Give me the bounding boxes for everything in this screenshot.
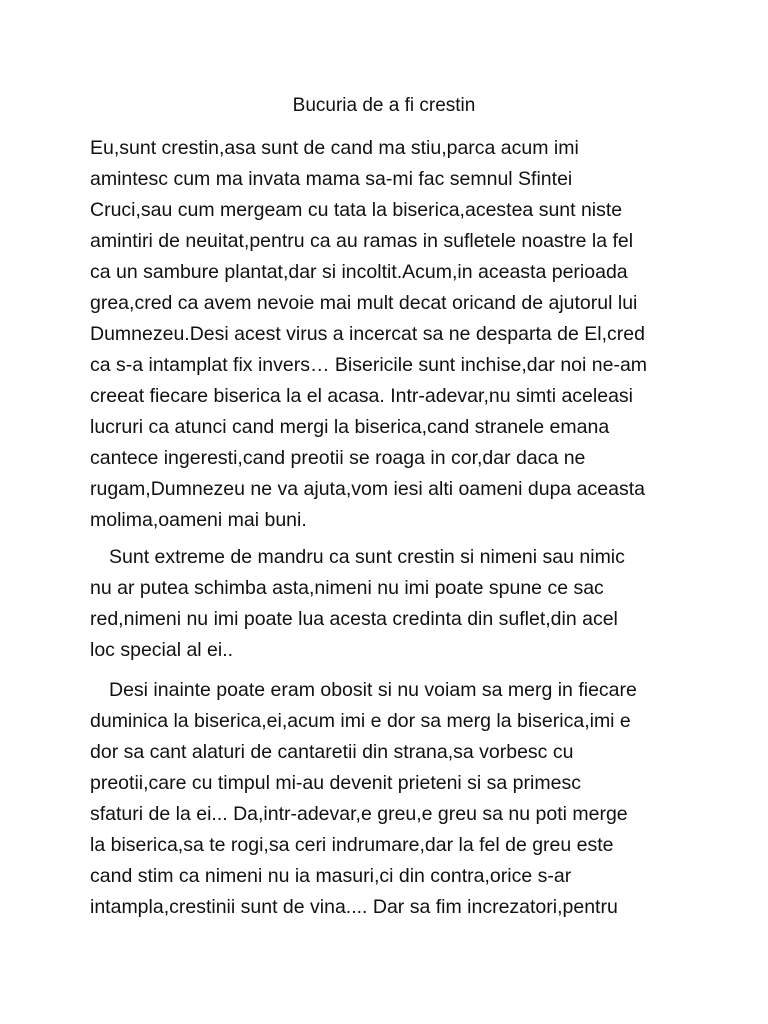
paragraph-2-line: Sunt extreme de mandru ca sunt crestin si nimeni sau nimic — [109, 546, 625, 568]
paragraph-3-line: preotii,care cu timpul mi-au devenit prieteni si sa primesc — [90, 772, 581, 794]
paragraph-1-line: amintiri de neuitat,pentru ca au ramas in sufletele noastre la fel — [90, 230, 634, 252]
paragraph-1-line: grea,cred ca avem nevoie mai mult decat oricand de ajutorul lui — [90, 292, 638, 314]
paragraph-1-line: Cruci,sau cum mergeam cu tata la biserica,acestea sunt niste — [90, 199, 623, 221]
paragraph-2-line: loc special al ei.. — [90, 639, 234, 661]
paragraph-3-line: dor sa cant alaturi de cantaretii din strana,sa vorbesc cu — [90, 741, 574, 763]
paragraph-1-line: molima,oameni mai buni. — [90, 509, 307, 531]
paragraph-3-line: duminica la biserica,ei,acum imi e dor sa merg la biserica,imi e — [90, 710, 631, 732]
paragraph-1-line: lucruri ca atunci cand mergi la biserica,cand stranele emana — [90, 416, 610, 438]
paragraph-3-line: cand stim ca nimeni nu ia masuri,ci din contra,orice s-ar — [90, 865, 572, 887]
paragraph-1-line: ca s-a intamplat fix invers… Bisericile sunt inchise,dar noi ne-am — [90, 354, 648, 376]
paragraph-3-line: la biserica,sa te rogi,sa ceri indrumare,dar la fel de greu este — [90, 834, 614, 856]
paragraph-2-line: red,nimeni nu imi poate lua acesta credinta din suflet,din acel — [90, 608, 618, 630]
paragraph-1-line: cantece ingeresti,cand preotii se roaga in cor,dar daca ne — [90, 447, 586, 469]
paragraph-1-line: rugam,Dumnezeu ne va ajuta,vom iesi alti oameni dupa aceasta — [90, 478, 645, 500]
document-title: Bucuria de a fi crestin — [292, 95, 476, 116]
paragraph-3-line: sfaturi de la ei... Da,intr-adevar,e greu,e greu sa nu poti merge — [90, 803, 628, 825]
paragraph-3-line: Desi inainte poate eram obosit si nu voiam sa merg in fiecare — [109, 679, 637, 701]
paragraph-1-line: creeat fiecare biserica la el acasa. Intr-adevar,nu simti aceleasi — [90, 385, 634, 407]
paragraph-3-line: intampla,crestinii sunt de vina.... Dar sa fim increzatori,pentru — [90, 896, 618, 918]
paragraph-1-line: ca un sambure plantat,dar si incoltit.Acum,in aceasta perioada — [90, 261, 628, 283]
paragraph-1-line: Dumnezeu.Desi acest virus a incercat sa ne desparta de El,cred — [90, 323, 645, 345]
paragraph-1-line: amintesc cum ma invata mama sa-mi fac semnul Sfintei — [90, 168, 573, 190]
paragraph-2-line: nu ar putea schimba asta,nimeni nu imi poate spune ce sac — [90, 577, 604, 599]
paragraph-1-line: Eu,sunt crestin,asa sunt de cand ma stiu,parca acum imi — [90, 137, 579, 159]
